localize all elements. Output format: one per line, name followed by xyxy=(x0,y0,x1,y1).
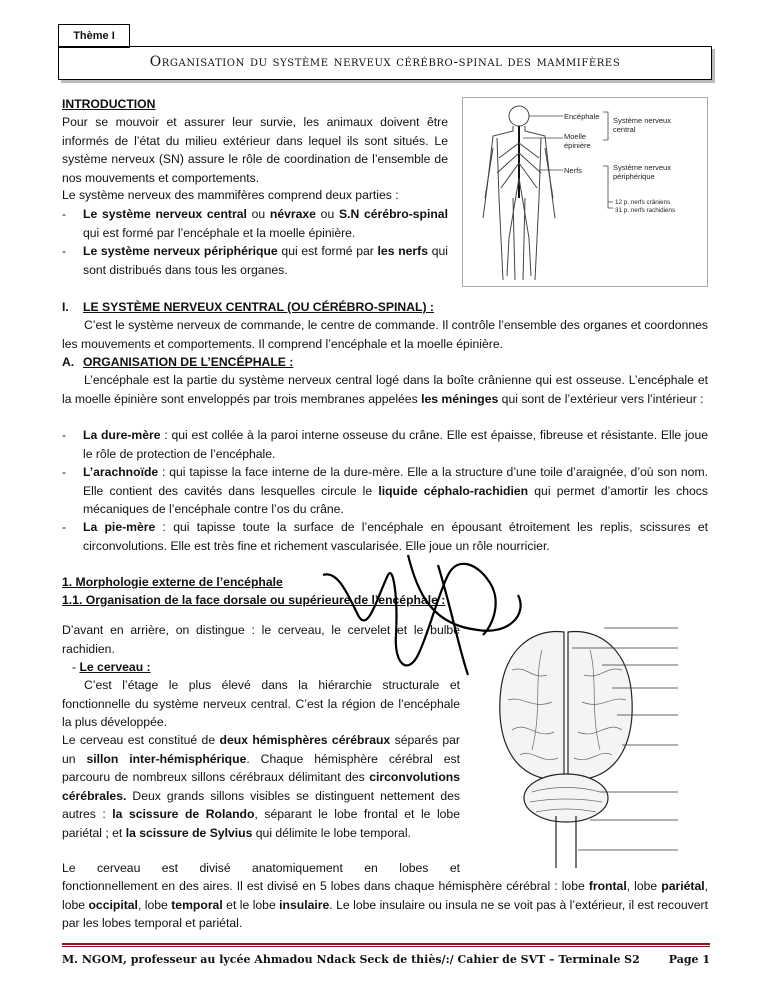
fig-label: Encéphale xyxy=(564,112,600,121)
subsection-number: A. xyxy=(62,355,75,369)
section-paragraph: C’est le système nerveux de commande, le centre de commande. Il contrôle l’ensemble des organes et coordonnes les mouvements et comportements. Il comprend l’encéphale et la moelle épinière. xyxy=(62,318,708,351)
cerveau-heading: - Le cerveau : xyxy=(72,660,151,674)
fig-label: Nerfs xyxy=(564,166,582,175)
meninge-pie-mere: La pie-mère : qui tapisse toute la surface de l’encéphale en épousant étroitement les replis, scissures et circonvolutions. Elle est très fine et richement vascularisée. Elle joue un rôle nourricier. xyxy=(83,520,708,553)
morpho-heading: 1. Morphologie externe de l’encéphale xyxy=(62,575,283,589)
theme-label: Thème I xyxy=(58,24,130,48)
fig-label: Système nerveux xyxy=(613,163,671,172)
footer xyxy=(62,953,710,966)
bullet-dash: - xyxy=(62,428,67,442)
meninge-dure-mere: La dure-mère : qui est collée à la paroi interne osseuse du crâne. Elle est épaisse, fibreuse et résistante. Elle joue le rôle de protection de l’encéphale. xyxy=(83,428,709,461)
fig-label: central xyxy=(613,125,636,134)
fig-label: 31 p. nerfs rachidiens xyxy=(615,207,676,214)
intro-heading: INTRODUCTION xyxy=(62,97,156,111)
lobes-line: Le cerveau est divisé anatomiquement en lobes et xyxy=(62,861,460,875)
fig-label: 12 p. nerfs crâniens xyxy=(615,199,671,206)
bullet-dash: - xyxy=(62,465,67,479)
cerveau-structure: Le cerveau est constitué de deux hémisphères cérébraux séparés par un sillon inter-hémisphérique. Chaque hémisphère cérébral est parcouru de nombreux sillons cérébraux délimitant des circonvolutions cérébrales. Deux grands sillons visibles se distinguent nettement des autres : la scissure de Rolando, séparant le lobe frontal et le lobe pariétal ; et la scissure de Sylvius qui délimite le lobe temporal. xyxy=(62,733,461,840)
fig-label: périphérique xyxy=(613,172,655,181)
page-number: Page 1 xyxy=(668,953,710,966)
lobes-paragraph: fonctionnellement en des aires. Il est divisé en 5 lobes dans chaque hémisphère cérébral : lobe frontal, lobe pariétal, lobe occipital, lobe temporal et le lobe insulaire. Le lobe insulaire ou insula ne se voit pas à l’extérieur, il est recouvert par les lobes temporal et pariétal. xyxy=(62,879,709,930)
morpho-subheading: 1.1. Organisation de la face dorsale ou supérieure de l’encéphale : xyxy=(62,593,446,607)
brain-dorsal-figure xyxy=(472,620,680,868)
fig-label: Système nerveux xyxy=(613,116,671,125)
intro-paragraph: Pour se mouvoir et assurer leur survie, les animaux doivent être informés de l’état du milieu extérieur dans lequel ils sont situés. Le système nerveux (SN) assure le rôle de coordination de l’ensemble de nos mouvements et comportements. xyxy=(62,115,448,185)
intro-item-central: Le système nerveux central ou névraxe ou S.N cérébro-spinal qui est formé par l’encéphale et la moelle épinière. xyxy=(83,207,448,240)
nervous-system-figure xyxy=(462,97,708,287)
morpho-paragraph: D’avant en arrière, on distingue : le cerveau, le cervelet et le bulbe rachidien. xyxy=(62,623,460,656)
intro-parts: Le système nerveux des mammifères comprend deux parties : xyxy=(62,188,399,202)
title-box xyxy=(58,46,712,80)
cerveau-paragraph: C’est l’étage le plus élevé dans la hiérarchie structurale et fonctionnelle du système nerveux central. C’est la région de l’encéphale la plus développée. xyxy=(62,678,460,729)
section-number: I. xyxy=(62,300,69,314)
encephale-paragraph: L’encéphale est la partie du système nerveux central logé dans la boîte crânienne qui est osseuse. L’encéphale et la moelle épinière sont enveloppés par trois membranes appelées les méninges qui sont de l’extérieur vers l’intérieur : xyxy=(62,373,708,406)
bullet-dash: - xyxy=(62,244,67,258)
footer-rule xyxy=(62,946,710,947)
fig-label: Moelle xyxy=(564,132,587,141)
bullet-dash: - xyxy=(62,520,67,534)
brain-diagram xyxy=(472,620,680,868)
footer-text: M. NGOM, professeur au lycée Ahmadou Ndack Seck de thiès/:/ Cahier de SVT – Terminale S2 xyxy=(62,953,640,966)
meninge-arachnoide: L’arachnoïde : qui tapisse la face interne de la dure-mère. Elle a la structure d’une toile d’araignée, d’où son nom. Elle contient des cavités dans lesquelles circule le liquide céphalo-rachidien qui permet d’amortir les chocs mécaniques de l’encéphale contre l’os du crâne. xyxy=(83,465,708,516)
page-title: Organisation du système nerveux cérébro-spinal des mammifères xyxy=(149,54,621,70)
fig-label: épinière xyxy=(564,141,591,150)
bullet-dash: - xyxy=(62,207,67,221)
section-heading: LE SYSTÈME NERVEUX CENTRAL (OU CÉRÉBRO-SPINAL) : xyxy=(83,300,434,314)
body-diagram xyxy=(463,98,707,286)
footer-rule xyxy=(62,943,710,945)
subsection-heading: ORGANISATION DE L’ENCÉPHALE : xyxy=(83,355,294,369)
intro-item-peripheral: Le système nerveux périphérique qui est formé par les nerfs qui sont distribués dans tous les organes. xyxy=(83,244,448,277)
